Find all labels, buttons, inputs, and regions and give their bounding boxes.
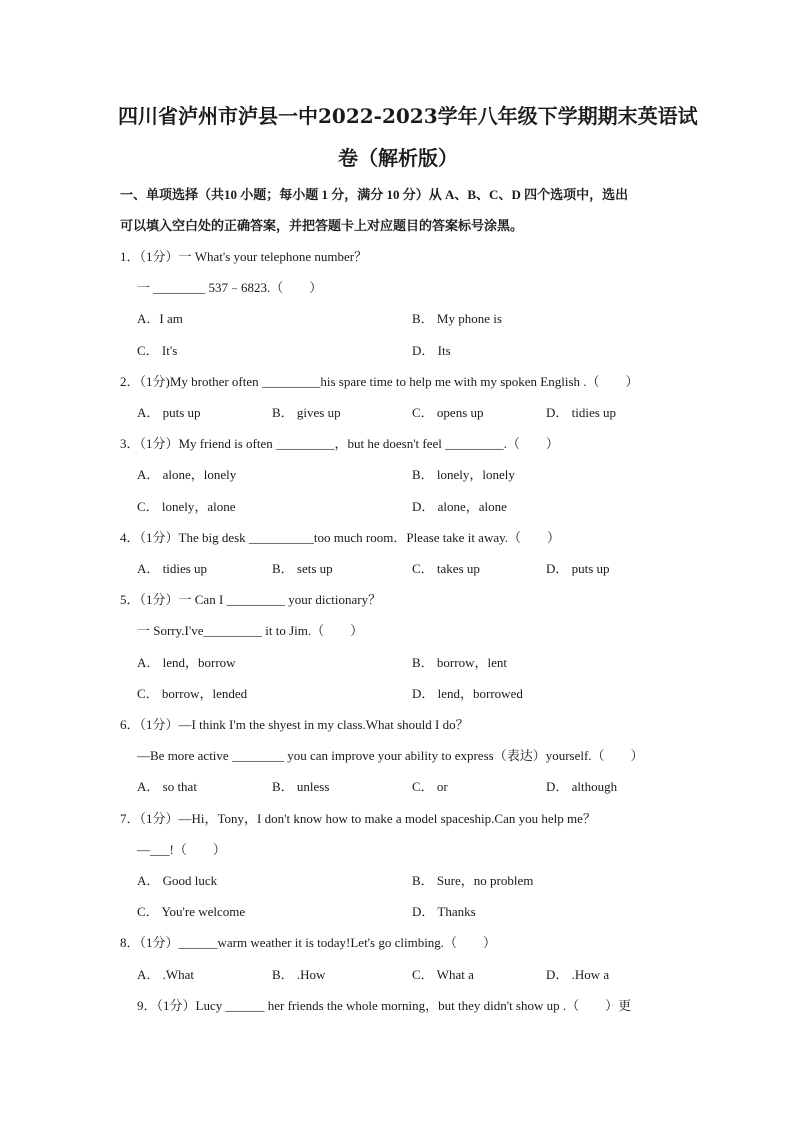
question-text: 一 Sorry.I've bbox=[137, 623, 204, 638]
question-2-option-D: D． tidies up bbox=[546, 405, 617, 420]
question-text: 6．（1分）—I think I'm the shyest in my class.What should I do？ bbox=[120, 717, 469, 732]
question-8-option-D: D． .How a bbox=[546, 967, 610, 982]
question-9-line-1 bbox=[137, 997, 631, 1015]
answer-blank: ________ bbox=[153, 280, 206, 295]
question-2-option-C: C． opens up bbox=[412, 405, 484, 420]
question-text: 3．（1分）My friend is often bbox=[120, 436, 276, 451]
question-6-line-1 bbox=[120, 716, 469, 734]
section-heading-line-1: 一、单项选择（共10 小题；每小题 1 分，满分 10 分）从 A、B、C、D 四个选项中，选出 bbox=[120, 187, 629, 202]
question-6-option-B: B． unless bbox=[272, 779, 330, 794]
question-3-option-A: A． alone，lonely bbox=[137, 467, 237, 482]
question-7-option-D: D． Thanks bbox=[412, 904, 476, 919]
question-text: 一 bbox=[137, 280, 154, 295]
question-1-line-2 bbox=[137, 279, 322, 297]
question-4-option-D: D． puts up bbox=[546, 561, 610, 576]
question-7-option-A: A． Good luck bbox=[137, 873, 218, 888]
answer-blank: ________ bbox=[231, 748, 284, 763]
question-text: 537﹣6823.（ ） bbox=[205, 280, 323, 295]
question-8-option-A: A． .What bbox=[137, 967, 195, 982]
question-text: 2．（1分)My brother often bbox=[120, 374, 262, 389]
question-text: your dictionary？ bbox=[285, 592, 382, 607]
question-1-option-C: C． It's bbox=[137, 343, 178, 358]
question-2-line-1 bbox=[120, 373, 639, 391]
question-7-option-C: C． You're welcome bbox=[137, 904, 246, 919]
answer-blank: _________ bbox=[275, 436, 335, 451]
question-text: 5．（1分）一 Can I bbox=[120, 592, 227, 607]
question-4-line-1 bbox=[120, 529, 560, 547]
question-text: ，but he doesn't feel _________.（ ） bbox=[334, 436, 559, 451]
question-5-option-B: B． borrow，lent bbox=[412, 655, 507, 670]
question-1-option-D: D． Its bbox=[412, 343, 451, 358]
question-5-line-1 bbox=[120, 591, 381, 609]
question-4-option-A: A． tidies up bbox=[137, 561, 208, 576]
answer-blank: ______ bbox=[178, 935, 218, 950]
question-6-option-D: D． although bbox=[546, 779, 618, 794]
question-text: you can improve your ability to express（表达）yourself.（ ） bbox=[283, 748, 644, 763]
question-text: 1．（1分）一 What's your telephone number？ bbox=[120, 249, 368, 264]
question-text: too much room．Please take it away.（ ） bbox=[313, 530, 561, 545]
question-8-line-1 bbox=[120, 934, 496, 952]
question-6-line-2 bbox=[137, 747, 644, 765]
question-7-line-1 bbox=[120, 810, 596, 828]
answer-blank: ______ bbox=[225, 998, 265, 1013]
question-text: 9．（1分）Lucy bbox=[137, 998, 226, 1013]
document-title-line-1: 四川省泸州市泸县一中2022-2023学年八年级下学期期末英语试 bbox=[118, 104, 698, 128]
question-3-option-C: C． lonely，alone bbox=[137, 499, 236, 514]
answer-blank: __________ bbox=[248, 530, 314, 545]
question-text: 4．（1分）The big desk bbox=[120, 530, 249, 545]
question-text: 7．（1分）—Hi，Tony，I don't know how to make a model spaceship.Can you help me？ bbox=[120, 811, 596, 826]
question-7-option-B: B． Sure，no problem bbox=[412, 873, 534, 888]
question-text: — bbox=[137, 842, 150, 857]
question-3-option-D: D． alone，alone bbox=[412, 499, 507, 514]
question-2-option-B: B． gives up bbox=[272, 405, 341, 420]
question-8-option-B: B． .How bbox=[272, 967, 326, 982]
question-1-option-A: A．I am bbox=[137, 311, 183, 326]
question-3-option-B: B． lonely，lonely bbox=[412, 467, 515, 482]
question-5-option-C: C． borrow，lended bbox=[137, 686, 248, 701]
question-text: 8．（1分） bbox=[120, 935, 179, 950]
question-text: his spare time to help me with my spoken English .（ ） bbox=[320, 374, 639, 389]
question-text: !（ ） bbox=[169, 842, 226, 857]
question-text: warm weather it is today!Let's go climbing.（ ） bbox=[217, 935, 497, 950]
question-6-option-A: A． so that bbox=[137, 779, 197, 794]
question-1-option-B: B． My phone is bbox=[412, 311, 502, 326]
question-7-line-2 bbox=[137, 841, 226, 859]
question-5-option-A: A． lend，borrow bbox=[137, 655, 236, 670]
answer-blank: _________ bbox=[203, 623, 262, 638]
document-title-line-2: 卷（解析版） bbox=[338, 146, 458, 170]
question-5-line-2 bbox=[137, 622, 363, 640]
section-heading-line-2: 可以填入空白处的正确答案，并把答题卡上对应题目的答案标号涂黑。 bbox=[120, 218, 524, 233]
question-text: her friends the whole morning，but they didn't show up .（ ）更 bbox=[264, 998, 632, 1013]
question-4-option-B: B． sets up bbox=[272, 561, 333, 576]
question-5-option-D: D． lend，borrowed bbox=[412, 686, 523, 701]
answer-blank: _________ bbox=[261, 374, 321, 389]
question-1-line-1 bbox=[120, 248, 367, 266]
answer-blank: _________ bbox=[226, 592, 286, 607]
question-2-option-A: A． puts up bbox=[137, 405, 201, 420]
question-6-option-C: C． or bbox=[412, 779, 448, 794]
question-8-option-C: C． What a bbox=[412, 967, 474, 982]
question-3-line-1 bbox=[120, 435, 559, 453]
question-text: —Be more active bbox=[137, 748, 232, 763]
answer-blank: ___ bbox=[150, 842, 170, 857]
question-text: it to Jim.（ ） bbox=[262, 623, 364, 638]
question-4-option-C: C． takes up bbox=[412, 561, 480, 576]
